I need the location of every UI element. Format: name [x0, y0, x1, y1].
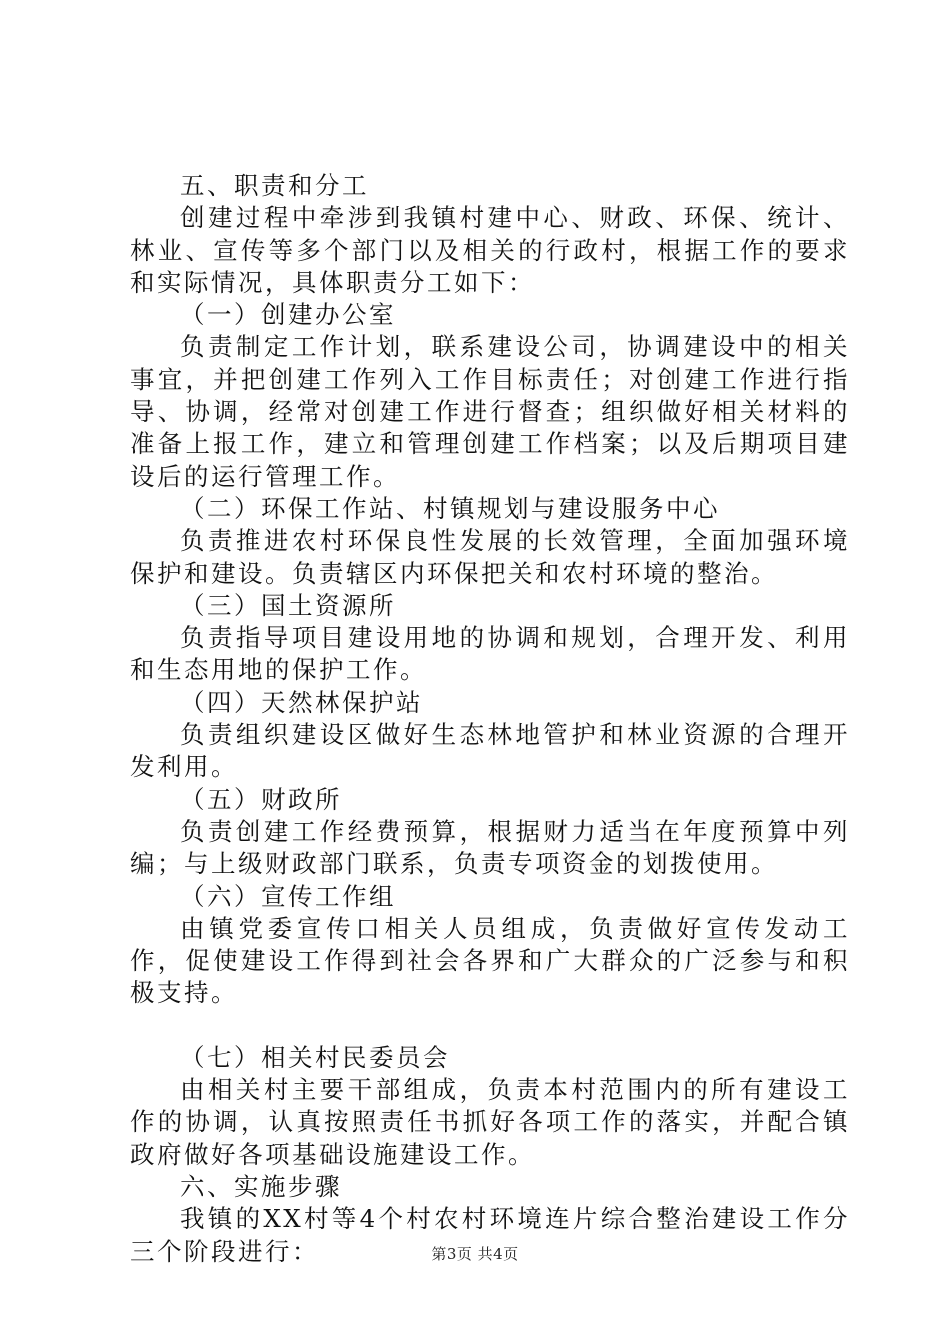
- subheading-publicity-group: （六）宣传工作组: [180, 881, 396, 911]
- paragraph-env-station: 负责推进农村环保良性发展的长效管理，全面加强环境保护和建设。负责辖区内环保把关和农村环境的整治。: [130, 526, 850, 588]
- paragraph-land-office: 负责指导项目建设用地的协调和规划，合理开发、利用和生态用地的保护工作。: [130, 623, 850, 685]
- document-body: [130, 170, 850, 1268]
- section-heading-steps: 六、实施步骤: [180, 1171, 342, 1201]
- subheading-office: （一）创建办公室: [180, 300, 396, 330]
- subheading-land-office: （三）国土资源所: [180, 590, 396, 620]
- paragraph-finance-office: 负责创建工作经费预算，根据财力适当在年度预算中列编；与上级财政部门联系，负责专项资金的划拨使用。: [130, 816, 850, 879]
- paragraph-forest-station: 负责组织建设区做好生态林地管护和林业资源的合理开发利用。: [130, 720, 850, 782]
- paragraph-office: 负责制定工作计划，联系建设公司，协调建设中的相关事宜，并把创建工作列入工作目标责任；对创建工作进行指导、协调，经常对创建工作进行督查；组织做好相关材料的准备上报工作，建立和管理创建工作档案；以及后期项目建设后的运行管理工作。: [130, 332, 850, 491]
- paragraph-publicity-group: 由镇党委宣传口相关人员组成，负责做好宣传发动工作，促使建设工作得到社会各界和广大群众的广泛参与和积极支持。: [130, 913, 850, 1008]
- page-number-footer: 第3页 共4页: [431, 1245, 519, 1263]
- subheading-finance-office: （五）财政所: [180, 784, 342, 814]
- paragraph-spacer: [130, 1010, 850, 1042]
- subheading-village-committee: （七）相关村民委员会: [180, 1042, 450, 1072]
- paragraph-steps-intro: 我镇的XX村等4个村农村环境连片综合整治建设工作分三个阶段进行：: [130, 1204, 850, 1266]
- subheading-forest-station: （四）天然林保护站: [180, 687, 423, 717]
- subheading-env-station: （二）环保工作站、村镇规划与建设服务中心: [180, 493, 720, 523]
- paragraph-duties-intro: 创建过程中牵涉到我镇村建中心、财政、环保、统计、林业、宣传等多个部门以及相关的行政村，根据工作的要求和实际情况，具体职责分工如下：: [130, 203, 850, 297]
- section-heading-duties: 五、职责和分工: [180, 171, 369, 200]
- paragraph-village-committee: 由相关村主要干部组成，负责本村范围内的所有建设工作的协调，认真按照责任书抓好各项工作的落实，并配合镇政府做好各项基础设施建设工作。: [130, 1075, 850, 1169]
